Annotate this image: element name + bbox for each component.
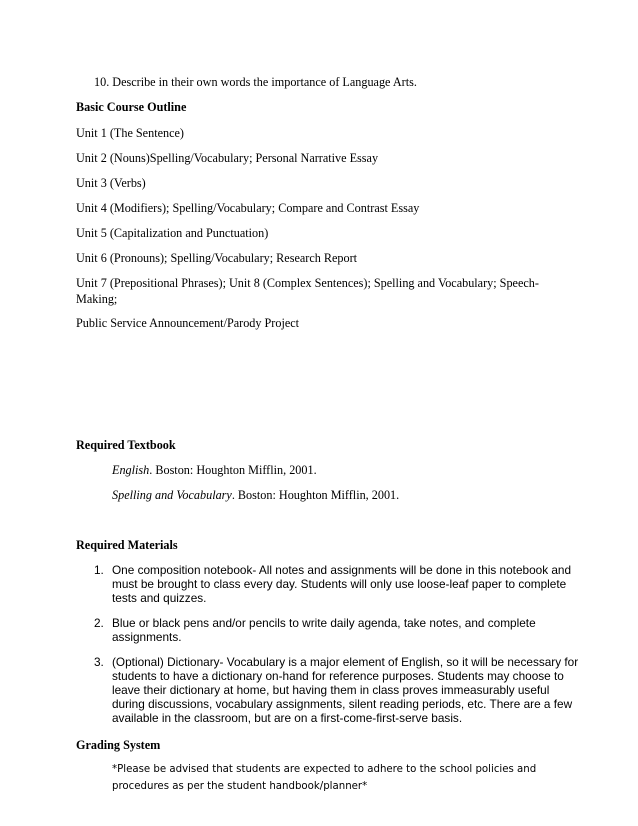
outline-heading: Basic Course Outline: [76, 100, 187, 114]
outline-unit-7-line-2: Making;: [76, 292, 118, 306]
materials-item-2-number: 2.: [94, 616, 104, 630]
outline-unit-5: Unit 5 (Capitalization and Punctuation): [76, 226, 269, 240]
outline-unit-7-line-3: Public Service Announcement/Parody Project: [76, 316, 300, 330]
textbook-1-title: English: [112, 463, 150, 477]
materials-item-1-number: 1.: [94, 563, 104, 577]
grading-heading: Grading System: [76, 738, 161, 752]
materials-item-3-text: (Optional) Dictionary- Vocabulary is a major element of English, so it will be necessary for students to have a dictionary on-hand for reference purposes. Students may choose to leave their dictionary at home, but having them in class proves immeasurably useful during discussions, vocabulary assignments, silent reading periods, etc. There are a few available in the classroom, but are on a first-come-first-serve basis.: [112, 655, 579, 725]
materials-item-2-text: Blue or black pens and/or pencils to write daily agenda, take notes, and complete assignments.: [112, 616, 536, 644]
grading-note: *Please be advised that students are expected to adhere to the school policies and procedures as per the student handbook/planner*: [112, 764, 537, 792]
materials-heading: Required Materials: [76, 538, 178, 552]
materials-item-1-text: One composition notebook- All notes and assignments will be done in this notebook and must be brought to class every day. Students will only use loose-leaf paper to complete tests and quizzes.: [112, 563, 572, 605]
textbook-entry-1: [112, 463, 317, 477]
textbook-1-details: . Boston: Houghton Mifflin, 2001.: [149, 463, 317, 477]
outline-unit-7-line-1: Unit 7 (Prepositional Phrases); Unit 8 (Complex Sentences); Spelling and Vocabulary; Speech-: [76, 276, 539, 290]
textbook-2-details: . Boston: Houghton Mifflin, 2001.: [231, 488, 400, 502]
outline-unit-1: Unit 1 (The Sentence): [76, 126, 184, 140]
outline-unit-4: Unit 4 (Modifiers); Spelling/Vocabulary; Compare and Contrast Essay: [76, 201, 420, 215]
textbook-entry-2: [112, 488, 399, 502]
materials-item-3-number: 3.: [94, 655, 104, 669]
textbook-2-title: Spelling and Vocabulary: [112, 488, 232, 502]
question-10: 10. Describe in their own words the importance of Language Arts.: [94, 75, 417, 89]
outline-unit-3: Unit 3 (Verbs): [76, 176, 146, 190]
textbook-heading: Required Textbook: [76, 438, 176, 452]
outline-unit-2: Unit 2 (Nouns)Spelling/Vocabulary; Personal Narrative Essay: [76, 151, 379, 165]
outline-unit-6: Unit 6 (Pronouns); Spelling/Vocabulary; Research Report: [76, 251, 358, 265]
